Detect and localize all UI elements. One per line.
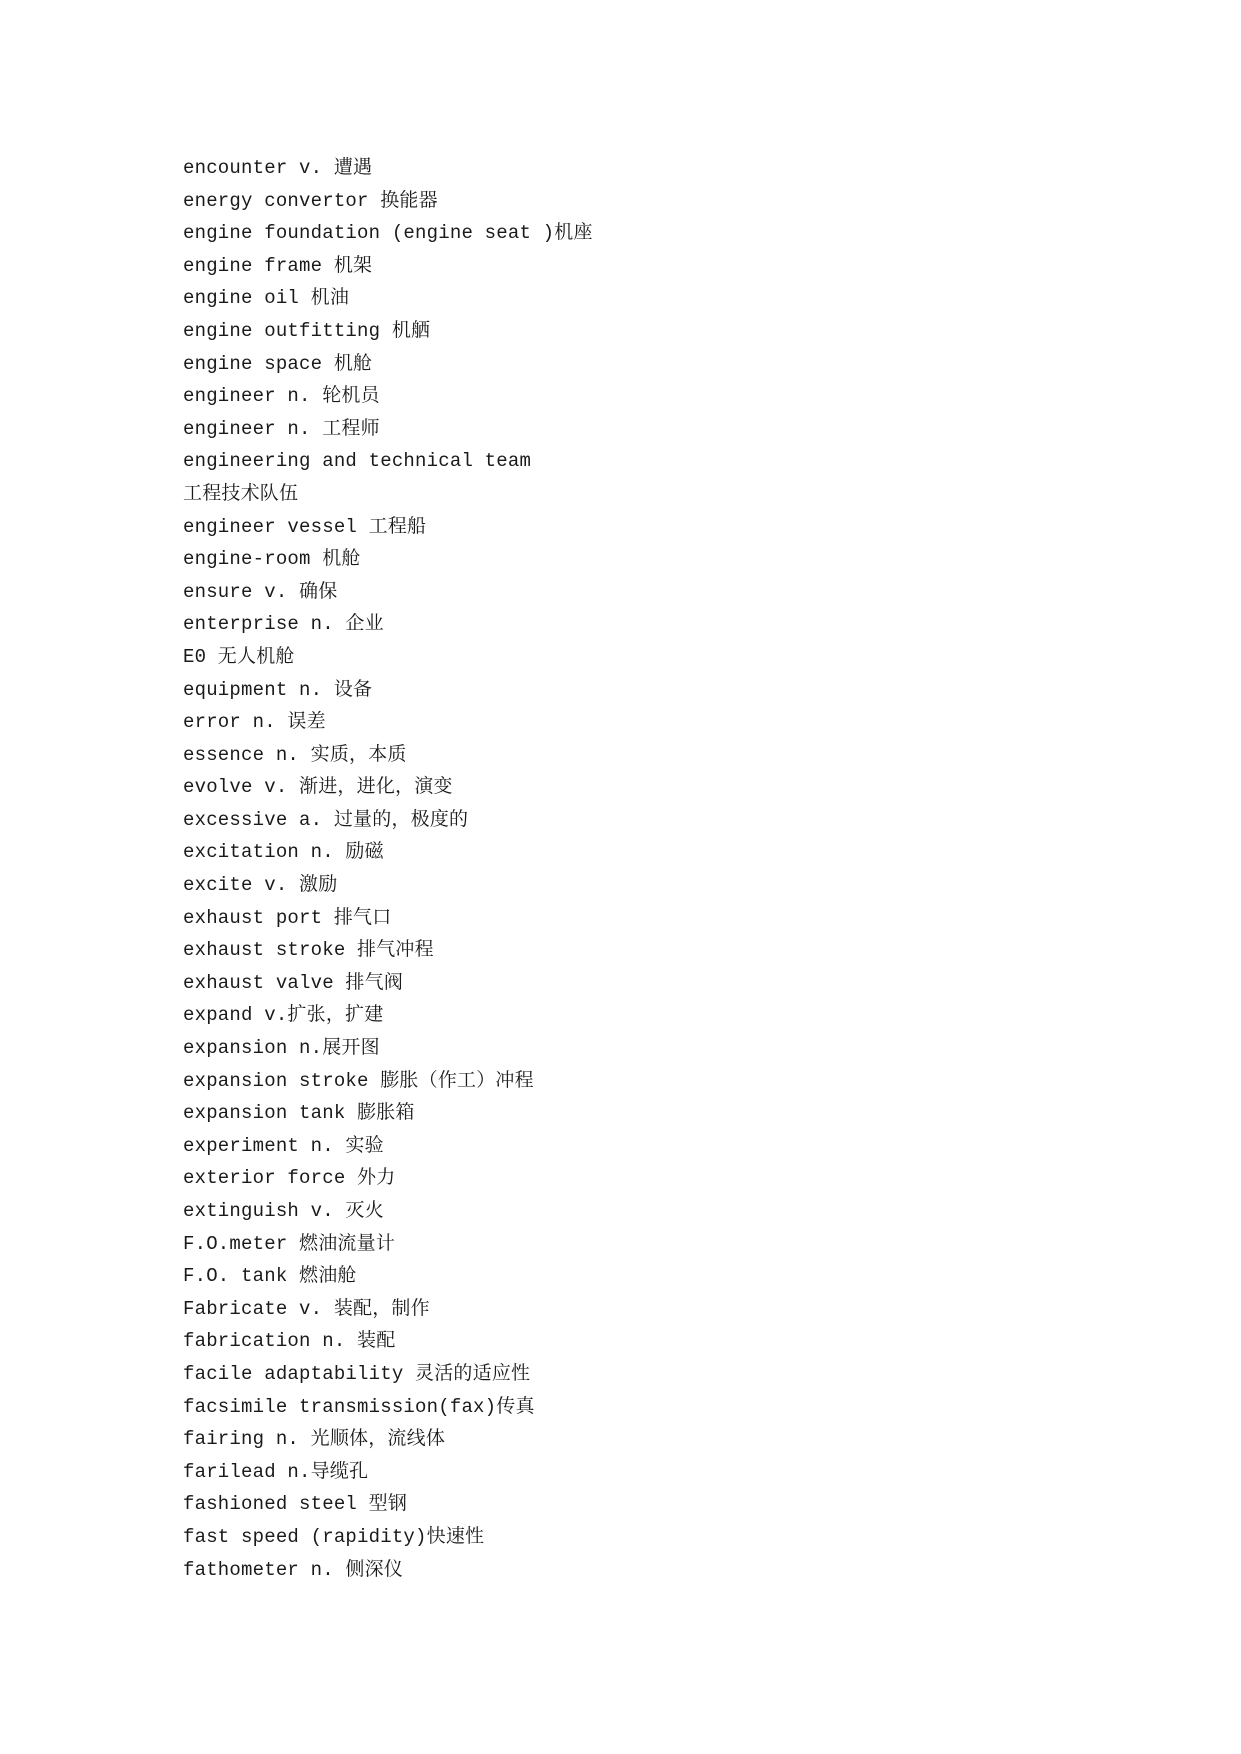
glossary-entry: encounter v. 遭遇 (183, 157, 373, 179)
glossary-entry: engine-room 机舱 (183, 548, 361, 571)
glossary-entry: facile adaptability 灵活的适应性 (183, 1362, 531, 1385)
glossary-entry: excessive a. 过量的，极度的 (183, 808, 469, 831)
glossary-entry: equipment n. 设备 (183, 678, 373, 701)
glossary-entry: energy convertor 换能器 (183, 189, 438, 212)
glossary-entry: fashioned steel 型钢 (183, 1493, 408, 1516)
glossary-entry: enterprise n. 企业 (183, 613, 384, 636)
glossary-entry: engineering and technical team (183, 450, 532, 473)
glossary-entry: Fabricate v. 装配，制作 (183, 1297, 430, 1320)
glossary-entry: exhaust valve 排气阀 (183, 971, 404, 994)
glossary-entry: fathometer n. 侧深仪 (183, 1558, 404, 1581)
glossary-entry: E0 无人机舱 (183, 645, 295, 668)
glossary-entry: exhaust stroke 排气冲程 (183, 939, 434, 962)
glossary-entry: engineer n. 轮机员 (183, 385, 380, 408)
glossary-entry: F.O.meter 燃油流量计 (183, 1232, 396, 1255)
glossary-entry: engine oil 机油 (183, 287, 350, 310)
glossary-entry: engine frame 机架 (183, 254, 373, 277)
glossary-entry: fast speed (rapidity)快速性 (183, 1525, 485, 1548)
glossary-entry: engineer n. 工程师 (183, 417, 380, 440)
glossary-entry: engine foundation (engine seat )机座 (183, 222, 593, 245)
glossary-entry: exhaust port 排气口 (183, 906, 392, 929)
glossary-entry: engine space 机舱 (183, 352, 373, 375)
glossary-entry: 工程技术队伍 (183, 482, 299, 505)
glossary-entry: engineer vessel 工程船 (183, 515, 427, 538)
glossary-entry: excite v. 激励 (183, 874, 338, 897)
glossary-list (183, 152, 1083, 1586)
glossary-entry: engine outfitting 机舾 (183, 319, 431, 342)
glossary-entry: fabrication n. 装配 (183, 1330, 396, 1353)
glossary-entry: expansion tank 膨胀箱 (183, 1102, 415, 1125)
glossary-entry: evolve v. 渐进，进化，演变 (183, 776, 453, 799)
glossary-entry: ensure v. 确保 (183, 580, 338, 603)
glossary-entry: F.O. tank 燃油舱 (183, 1265, 357, 1288)
glossary-entry: exterior force 外力 (183, 1167, 396, 1190)
glossary-entry: extinguish v. 灭火 (183, 1200, 384, 1222)
glossary-entry: essence n. 实质，本质 (183, 743, 407, 766)
glossary-entry: expansion stroke 膨胀（作工）冲程 (183, 1069, 534, 1092)
glossary-entry: excitation n. 励磁 (183, 841, 384, 864)
glossary-entry: facsimile transmission(fax)传真 (183, 1395, 535, 1418)
glossary-entry: fairing n. 光顺体，流线体 (183, 1428, 446, 1451)
glossary-entry: expansion n.展开图 (183, 1037, 380, 1060)
glossary-entry: farilead n.导缆孔 (183, 1460, 369, 1483)
glossary-entry: error n. 误差 (183, 711, 326, 734)
glossary-entry: expand v.扩张，扩建 (183, 1004, 384, 1027)
glossary-entry: experiment n. 实验 (183, 1134, 384, 1157)
